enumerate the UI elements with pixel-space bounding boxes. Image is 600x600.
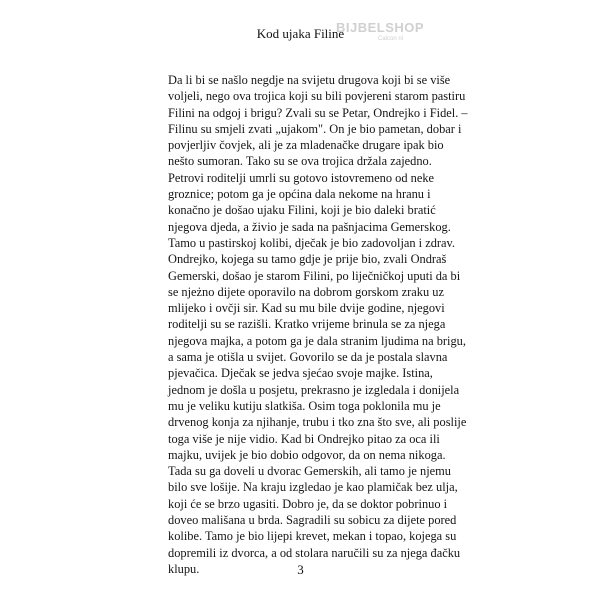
text-line: povjerljiv čovjek, ali je za mladenačke drugare ipak bio bbox=[168, 138, 444, 153]
text-line: bilo sve lošije. Na kraju izgledao je kao plamičak bez ulja, bbox=[168, 480, 458, 495]
body-text bbox=[148, 72, 468, 577]
text-line: Filinu su smjeli zvati „ujakom". On je bio pametan, dobar i bbox=[168, 121, 462, 136]
text-line: Tada su ga doveli u dvorac Gemerskih, ali tamo je njemu bbox=[168, 464, 451, 479]
text-line: dopremili iz dvorca, a od stolara naručili su za njega đačku bbox=[168, 545, 461, 560]
text-line: se njeżno dijete oporavilo na dobrom gorskom zraku uz bbox=[168, 284, 444, 299]
text-line: majku, uvijek je bio dobio odgovor, da on nema nikoga. bbox=[168, 447, 446, 462]
page-number: 3 bbox=[297, 562, 304, 577]
watermark-logo: BIJBELSHOP bbox=[336, 20, 425, 35]
text-line: Gemerski, došao je starom Filini, po liječničkoj uputi da bi bbox=[168, 268, 461, 283]
text-line: kolibe. Tamo je bio lijepi krevet, mekan i topao, kojega su bbox=[168, 529, 457, 544]
paragraph-1 bbox=[148, 72, 468, 170]
paragraph-2 bbox=[148, 170, 456, 251]
text-line: pjevačica. Dječak se jedva sjećao svoje majke. Istina, bbox=[168, 366, 433, 381]
text-line: koji će se brzo ugasiti. Dobro je, da se doktor pobrinuo i bbox=[168, 496, 448, 511]
text-line: njegova djeda, a živio je sada na pašnjacima Gemerskog. bbox=[168, 219, 451, 234]
text-line: Ondrejko, kojega su tamo gdje je prije bio, zvali Ondraš bbox=[168, 252, 447, 267]
text-line: drvenog konja za njihanje, trubu i tko zna što sve, ali poslije bbox=[168, 415, 467, 430]
watermark-subtext: Calcon nl bbox=[378, 36, 404, 42]
text-line: voljeli, nego ova trojica koji su bili povjereni starom pastiru bbox=[168, 89, 466, 104]
text-line: groznice; potom ga je općina dala nekome na hranu i bbox=[168, 187, 431, 202]
text-line: doveo mališana u brda. Sagradili su sobicu za dijete pored bbox=[168, 513, 457, 528]
paragraph-3 bbox=[148, 251, 467, 577]
text-line: Petrovi roditelji umrli su gotovo istovremeno od neke bbox=[168, 170, 435, 185]
text-line: Da li bi se našlo negdje na svijetu drugova koji bi se više bbox=[168, 73, 451, 87]
text-line: mu je veliku kutiju slatkiša. Osim toga poklonila mu je bbox=[168, 398, 441, 413]
text-line: a sama je otišla u svijet. Govorilo se da je postala slavna bbox=[168, 350, 448, 365]
text-line: Filini na odgoj i brigu? Zvali su se Petar, Ondrejko i Fidel. – bbox=[168, 105, 468, 120]
text-line: konačno je došao ujaku Filini, koji je bio daleki bratić bbox=[168, 203, 436, 218]
text-line: toga više je nije vidio. Kad bi Ondrejko pitao za oca ili bbox=[168, 431, 440, 446]
text-line: klupu. bbox=[168, 561, 200, 576]
text-line: roditelji su se razišli. Kratko vrijeme brinula se za njega bbox=[168, 317, 446, 332]
text-line: nešto sumoran. Tako su se ova trojica držala zajedno. bbox=[168, 154, 432, 169]
chapter-title: Kod ujaka Filine bbox=[256, 26, 345, 41]
text-line: jednom je došla u posjetu, prekrasno je izgledala i donijela bbox=[168, 382, 460, 397]
text-line: Tamo u pastirskoj kolibi, dječak je bio zadovoljan i zdrav. bbox=[168, 235, 456, 250]
book-page bbox=[148, 0, 468, 600]
text-line: njegova majka, a potom ga je dala stranim ljudima na brigu, bbox=[168, 333, 466, 348]
text-line: mlijeko i ovčji sir. Kad su mu bile dvije godine, njegovi bbox=[168, 301, 445, 316]
